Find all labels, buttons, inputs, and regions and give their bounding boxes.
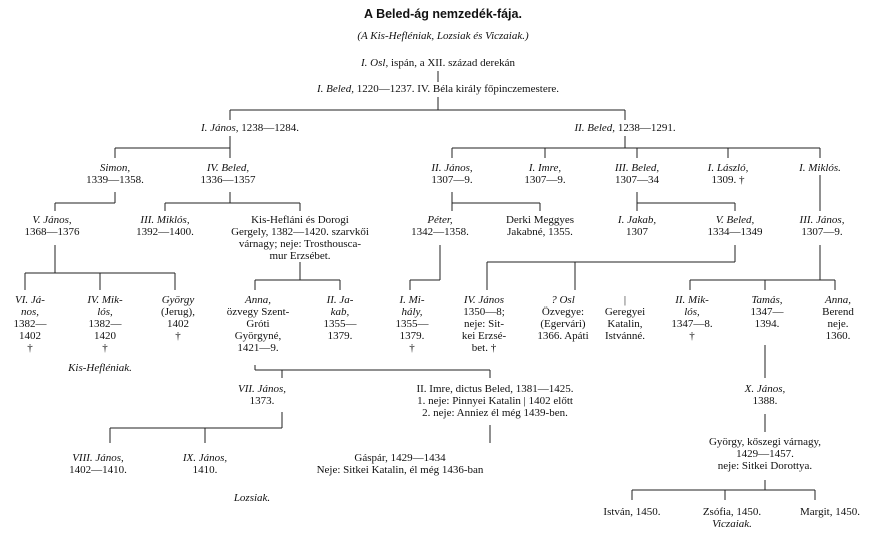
node-info: 1307—9. xyxy=(431,174,473,186)
node-line: neje: Sit- xyxy=(463,318,505,330)
node-line: II. Ja- xyxy=(326,294,354,306)
node-info: 1410. xyxy=(192,464,218,476)
node-name: I. Jakab, xyxy=(617,214,657,226)
node-janos-4 xyxy=(462,294,506,354)
node-line: II. Imre, dictus Beled, 1381—1425. xyxy=(416,383,574,395)
node-line: 1347— xyxy=(750,306,784,318)
node-line: 1347—8. xyxy=(671,318,713,330)
node-line: 1394. xyxy=(754,318,780,330)
node-name: II. János, xyxy=(431,162,473,174)
node-line: mur Erzsébet. xyxy=(269,250,331,262)
node-gergely xyxy=(231,214,369,262)
node-info: 1309. † xyxy=(711,174,745,186)
node-info: 1342—1358. xyxy=(411,226,469,238)
node-line: Györgyné, xyxy=(234,330,282,342)
node-beled-3 xyxy=(615,162,659,186)
node-line: † xyxy=(689,330,695,342)
node-line: Derki Meggyes xyxy=(505,214,575,226)
node-line: II. Mik- xyxy=(675,294,709,306)
node-imre-1 xyxy=(524,162,565,186)
node-line: † xyxy=(102,342,108,354)
node-info: 1307—34 xyxy=(615,174,659,186)
node-name: I. Beled, xyxy=(316,83,354,95)
node-info: 1336—1357 xyxy=(200,174,256,186)
node-line: lós, xyxy=(684,306,700,318)
node-miklos-4 xyxy=(87,294,122,354)
node-line: † xyxy=(409,342,415,354)
node-line: várnagy; neje: Trosthousca- xyxy=(238,238,362,250)
node-anna-2 xyxy=(822,294,854,342)
node-line: Anna, xyxy=(245,294,271,306)
node-istvan: István, 1450. xyxy=(603,506,661,518)
node-line: 1382— xyxy=(13,318,47,330)
node-info: 1388. xyxy=(752,395,778,407)
node-line: Kis-Hefláni és Dorogi xyxy=(251,214,349,226)
node-janos-1 xyxy=(201,122,299,134)
node-peter xyxy=(411,214,469,238)
node-name: II. Beled, xyxy=(574,122,616,134)
node-line: | xyxy=(623,294,627,306)
node-line: (Egervári) xyxy=(540,318,586,330)
node-info: 1238—1284. xyxy=(241,122,300,134)
node-name: VII. János, xyxy=(238,383,286,395)
node-line: György xyxy=(161,294,195,306)
node-janos-3 xyxy=(800,214,845,238)
node-janos-2 xyxy=(431,162,472,186)
node-janos-9 xyxy=(183,452,227,476)
node-miklos-2 xyxy=(671,294,712,342)
node-line: IV. János xyxy=(463,294,505,306)
node-info: 1339—1358. xyxy=(86,174,144,186)
node-name: I. Osl, xyxy=(361,57,389,69)
node-miklos-1 xyxy=(799,162,841,174)
node-name: III. Miklós, xyxy=(140,214,190,226)
node-beled-4 xyxy=(201,162,256,186)
node-info: 1373. xyxy=(249,395,275,407)
node-laszlo-1 xyxy=(708,162,749,186)
node-line: 1. neje: Pinnyei Katalin | 1402 előtt xyxy=(417,395,573,407)
node-gyorgy-jerug xyxy=(161,294,195,342)
node-janos-8 xyxy=(69,452,127,476)
node-jakab-2 xyxy=(324,294,357,342)
node-line: Tamás, xyxy=(751,294,783,306)
node-line: ? Osl xyxy=(551,294,575,306)
node-name: X. János, xyxy=(744,383,786,395)
node-gyorgy-koszegi xyxy=(709,436,821,472)
node-line: Gróti xyxy=(246,318,270,330)
node-name: I. János, xyxy=(200,122,239,134)
node-name: V. János, xyxy=(32,214,72,226)
node-osl-2 xyxy=(537,294,588,342)
node-simon xyxy=(86,162,144,186)
node-line: 2. neje: Anniez él még 1439-ben. xyxy=(422,407,568,419)
node-line: Gergely, 1382—1420. szarvkői xyxy=(231,226,369,238)
node-line: 1429—1457. xyxy=(736,448,794,460)
tree-subtitle: (A Kis-Hefléniak, Lozsiak és Viczaiak.) xyxy=(357,30,529,42)
node-line: 1355— xyxy=(395,318,429,330)
node-line: Katalin, xyxy=(607,318,643,330)
node-info: 1307—9. xyxy=(801,226,843,238)
node-line: 1382— xyxy=(88,318,122,330)
node-miklos-3 xyxy=(136,214,194,238)
node-tamas xyxy=(751,294,784,330)
node-line: 1420 xyxy=(93,330,116,342)
node-line: Berend xyxy=(822,306,854,318)
node-line: bet. † xyxy=(471,342,497,354)
branch-label-viczaiak: Viczaiak. xyxy=(712,518,752,530)
node-line: (Jerug), xyxy=(161,306,195,318)
node-margit: Margit, 1450. xyxy=(800,506,860,518)
node-line: Geregyei xyxy=(604,306,646,318)
node-info: 1368—1376 xyxy=(24,226,80,238)
node-info: 1307 xyxy=(626,226,648,238)
node-line: neje: Sitkei Dorottya. xyxy=(717,460,813,472)
node-line: † xyxy=(175,330,181,342)
node-line: Anna, xyxy=(825,294,851,306)
node-line: 1355— xyxy=(323,318,357,330)
node-janos-7 xyxy=(238,383,286,407)
node-anna-1 xyxy=(227,294,290,354)
node-line: Özvegye: xyxy=(541,306,585,318)
node-line: kei Erzsé- xyxy=(461,330,507,342)
node-name: V. Beled, xyxy=(715,214,755,226)
node-line: özvegy Szent- xyxy=(226,306,290,318)
node-line: I. Mi- xyxy=(399,294,425,306)
node-line: 1379. xyxy=(399,330,425,342)
node-line: Neje: Sitkei Katalin, él még 1436-ban xyxy=(316,464,484,476)
node-zsofia: Zsófia, 1450. xyxy=(702,506,762,518)
branch-label-kis-hefleniak: Kis-Hefléniak. xyxy=(68,362,132,374)
node-name: IV. Beled, xyxy=(206,162,250,174)
node-info: 1220—1237. IV. Béla király főpinczemestere. xyxy=(356,83,560,95)
node-mihaly-1 xyxy=(396,294,429,354)
node-line: 1366. Apáti xyxy=(537,330,589,342)
node-line: hály, xyxy=(401,306,423,318)
node-name: IX. János, xyxy=(182,452,228,464)
node-jakab-1 xyxy=(618,214,656,238)
node-imre-2 xyxy=(416,383,573,419)
node-line: kab, xyxy=(330,306,350,318)
node-name: III. János, xyxy=(799,214,845,226)
node-line: György, kőszegi várnagy, xyxy=(708,436,822,448)
node-line: 1379. xyxy=(327,330,353,342)
node-janos-6 xyxy=(14,294,47,354)
node-info: 1392—1400. xyxy=(136,226,194,238)
node-line: VI. Já- xyxy=(15,294,45,306)
node-line: Istvánné. xyxy=(604,330,645,342)
node-name: Simon, xyxy=(99,162,131,174)
node-info: 1307—9. xyxy=(524,174,566,186)
node-line: 1421—9. xyxy=(237,342,279,354)
node-line: 1360. xyxy=(825,330,851,342)
node-line: 1350—8; xyxy=(463,306,505,318)
node-gaspar xyxy=(317,452,484,476)
node-info: ispán, a XII. század derekán xyxy=(390,57,515,69)
tree-title: A Beled-ág nemzedék-fája. xyxy=(364,7,522,21)
node-name: I. Imre, xyxy=(528,162,562,174)
node-beled-2 xyxy=(574,122,675,134)
branch-label-lozsiak: Lozsiak. xyxy=(233,492,271,504)
node-line: nos, xyxy=(20,306,40,318)
node-name: I. László, xyxy=(707,162,749,174)
node-line: neje. xyxy=(827,318,849,330)
node-janos-10 xyxy=(745,383,786,407)
node-janos-5 xyxy=(25,214,80,238)
node-name: VIII. János, xyxy=(72,452,124,464)
node-beled-5 xyxy=(708,214,763,238)
node-info: 1334—1349 xyxy=(707,226,763,238)
node-name: III. Beled, xyxy=(614,162,660,174)
node-beled-1 xyxy=(317,83,559,95)
node-line: lós, xyxy=(97,306,113,318)
node-line: Gáspár, 1429—1434 xyxy=(354,452,446,464)
node-derki xyxy=(506,214,574,238)
node-line: IV. Mik- xyxy=(87,294,123,306)
node-info: 1402—1410. xyxy=(69,464,127,476)
node-line: 1402 xyxy=(19,330,41,342)
node-line: Jakabné, 1355. xyxy=(507,226,573,238)
node-name: I. Miklós. xyxy=(799,162,841,174)
node-line: 1402 xyxy=(167,318,189,330)
node-geregyei xyxy=(605,294,645,342)
node-name: Péter, xyxy=(427,214,453,226)
node-info: 1238—1291. xyxy=(617,122,676,134)
node-line: † xyxy=(27,342,33,354)
node-osl xyxy=(361,57,515,69)
